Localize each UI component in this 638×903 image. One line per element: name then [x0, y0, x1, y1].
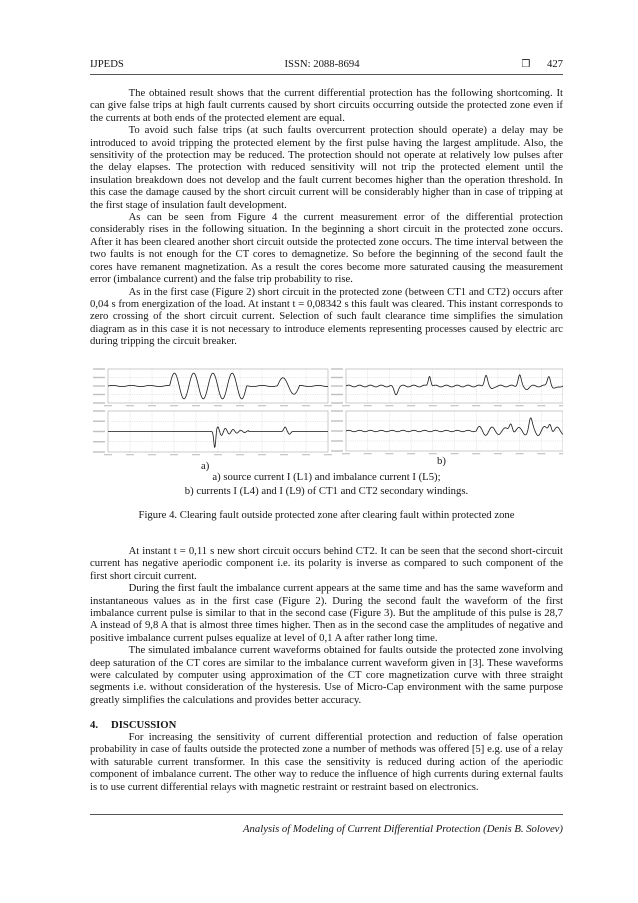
tick-label-mark [148, 405, 156, 406]
tick-label-mark [331, 368, 343, 369]
tick-label-mark [472, 453, 480, 454]
section-heading [90, 719, 563, 731]
tick-label-mark [331, 410, 343, 411]
tick-label-mark [331, 385, 343, 386]
tick-label-mark [93, 385, 105, 386]
figure-4-plots [90, 364, 563, 460]
tick-label-mark [148, 454, 156, 455]
subcaption-b: b) currents I (L4) and I (L9) of CT1 and CT2 secondary windings. [184, 485, 469, 497]
tick-label-mark [93, 402, 105, 403]
tick-label-mark [236, 454, 244, 455]
paragraph: At instant t = 0,11 s new short circuit occurs behind CT2. It can be seen that the second short-circuit current has negative aperiodic component i.e. its polarity is inverse as compared to such component of the first short circuit current. [90, 545, 563, 582]
running-footer: Analysis of Modeling of Current Differential Protection (Denis B. Solovev) [243, 823, 563, 835]
tick-label-mark [93, 451, 105, 452]
panel-b-label: b) [437, 455, 446, 467]
tick-label-mark [214, 405, 222, 406]
tick-label-mark [302, 454, 310, 455]
tick-label-mark [331, 394, 343, 395]
panel-b-upper [331, 368, 563, 406]
tick-label-mark [342, 453, 350, 454]
tick-label-mark [126, 454, 134, 455]
panel-a-lower [93, 410, 332, 455]
tick-label-mark [93, 431, 105, 432]
tick-label-mark [236, 405, 244, 406]
page-number-group [521, 57, 563, 72]
tick-label-mark [385, 453, 393, 454]
paragraph: The obtained result shows that the current differential protection has the following shortcoming. It can give false trips at high fault currents caused by short circuits occurring outside the protected zone even if the currents at both ends of the protected element are equal. [90, 87, 563, 124]
tick-label-mark [364, 453, 372, 454]
tick-label-mark [407, 453, 415, 454]
section-number: 4. [90, 718, 99, 731]
tick-label-mark [407, 405, 415, 406]
tick-label-mark [104, 454, 112, 455]
tick-label-mark [559, 453, 563, 454]
paragraph: The simulated imbalance current waveforms obtained for faults outside the protected zone involving deep saturation of the CT cores are similar to the imbalance current waveform given in [3]. These waveforms were calculated by computer using approximation of the CT core magnetization curve with three straight segments i.e. without consideration of the hysteresis. Use of Micro-Cap environment with the same purpose greatly simplifies the calculations and provides better accuracy. [90, 644, 563, 706]
tick-label-mark [494, 453, 502, 454]
tick-label-mark [280, 454, 288, 455]
tick-label-mark [429, 405, 437, 406]
tick-label-mark [104, 405, 112, 406]
paragraph: During the first fault the imbalance current appears at the same time and has the same waveform and instantaneous values as in the first case (Figure 2). During the second fault the waveform of the first imbalance current pulse is similar to that in the second case (Figure 3). But the amplitude of this pulse is 28,7 A instead of 9,8 A that is almost three times higher. Then as in the second case the amplitudes of negative and positive imbalance current pulses equalize at level of 0,1 A after rather long time. [90, 582, 563, 644]
journal-abbreviation: IJPEDS [90, 58, 124, 70]
tick-label-mark [451, 453, 459, 454]
tick-label-mark [170, 454, 178, 455]
tick-label-mark [342, 405, 350, 406]
running-header [90, 57, 563, 71]
tick-label-mark [93, 421, 105, 422]
tick-label-mark [214, 454, 222, 455]
tick-label-mark [280, 405, 288, 406]
body-text-lower [90, 545, 563, 793]
tick-label-mark [331, 377, 343, 378]
tick-label-mark [451, 405, 459, 406]
tick-label-mark [429, 453, 437, 454]
tick-label-mark [258, 454, 266, 455]
paragraph: As can be seen from Figure 4 the current measurement error of the differential protection considerably rises in the following situation. In the beginning a short circuit in the protected zone occurs. After it has been cleared another short circuit outside the protected zone occurs. The time interval between the two faults is not enough for the CT cores to demagnetize. So before the beginning of the second fault the cores have remanent magnetization. As a result the cores become more saturated causing the measurement error (imbalance current) and the false trip probability to rise. [90, 211, 563, 286]
subcaption-a: a) source current I (L1) and imbalance current I (L5); [212, 471, 441, 483]
issn: ISSN: 2088-8694 [284, 58, 360, 70]
tick-label-mark [126, 405, 134, 406]
tick-label-mark [516, 453, 524, 454]
panel-a-label: a) [201, 460, 210, 472]
tick-label-mark [331, 402, 343, 403]
body-text-upper [90, 87, 563, 348]
tick-label-mark [192, 454, 200, 455]
tick-label-mark [537, 453, 545, 454]
panel-b-lower [331, 410, 563, 454]
tick-label-mark [302, 405, 310, 406]
tick-label-mark [93, 441, 105, 442]
footer-rule [90, 814, 563, 815]
tick-label-mark [93, 368, 105, 369]
header-rule [90, 74, 563, 75]
tick-label-mark [516, 405, 524, 406]
tick-label-mark [192, 405, 200, 406]
figure-caption: Figure 4. Clearing fault outside protected zone after clearing fault within protected zone [138, 509, 515, 521]
tick-label-mark [324, 405, 332, 406]
tick-label-mark [537, 405, 545, 406]
tick-label-mark [93, 410, 105, 411]
tick-label-mark [93, 394, 105, 395]
paragraph: As in the first case (Figure 2) short circuit in the protected zone (between CT1 and CT2) occurs after 0,04 s from energization of the load. At instant t = 0,08342 s this fault was cleared. This instant corresponds to zero crossing of the short circuit current. Selection of such fault clearance time simplifies the simulation diagram as in this case it is not necessary to introduce elements representing processes caused by electric arc during tripping the circuit breaker. [90, 285, 563, 348]
paragraph: For increasing the sensitivity of current differential protection and reduction of false operation probability in case of faults outside the protected zone a number of methods was offered [5] e.g. use of a relay with saturable current transformer. In this case the sensitivity is reduced during action of the aperiodic component of imbalance current. The other way to reduce the influence of high currents during external faults is to use current differential relays with magnetic restraint or restraint based on electronics. [90, 731, 563, 793]
tick-label-mark [331, 420, 343, 421]
tick-label-mark [93, 377, 105, 378]
page-number: 427 [546, 58, 563, 70]
tick-label-mark [331, 450, 343, 451]
section-title: DISCUSSION [111, 718, 177, 731]
tick-label-mark [331, 430, 343, 431]
panel-a-upper [93, 368, 332, 406]
paragraph: To avoid such false trips (at such faults overcurrent protection should operate) a delay may be introduced to avoid tripping the protected element by the first pulse having the largest amplitude. Also, the sensitivity of the protection may be reduced. The protection should not operate at relatively low pulses after the delay elapses. The protection with reduced sensitivity will not trip the protected element until the insulation breakdown does not develop and the fault current becomes higher than the operation threshold. In this case the damage caused by the short circuit current will be considerably higher than in case of tripping at the first stage of insulation fault development. [90, 124, 563, 211]
tick-label-mark [559, 405, 563, 406]
tick-label-mark [385, 405, 393, 406]
tick-label-mark [331, 440, 343, 441]
tick-label-mark [494, 405, 502, 406]
tick-label-mark [364, 405, 372, 406]
tick-label-mark [170, 405, 178, 406]
tick-label-mark [324, 454, 332, 455]
tick-label-mark [258, 405, 266, 406]
checkbox-icon: ❒ [521, 59, 531, 70]
tick-label-mark [472, 405, 480, 406]
